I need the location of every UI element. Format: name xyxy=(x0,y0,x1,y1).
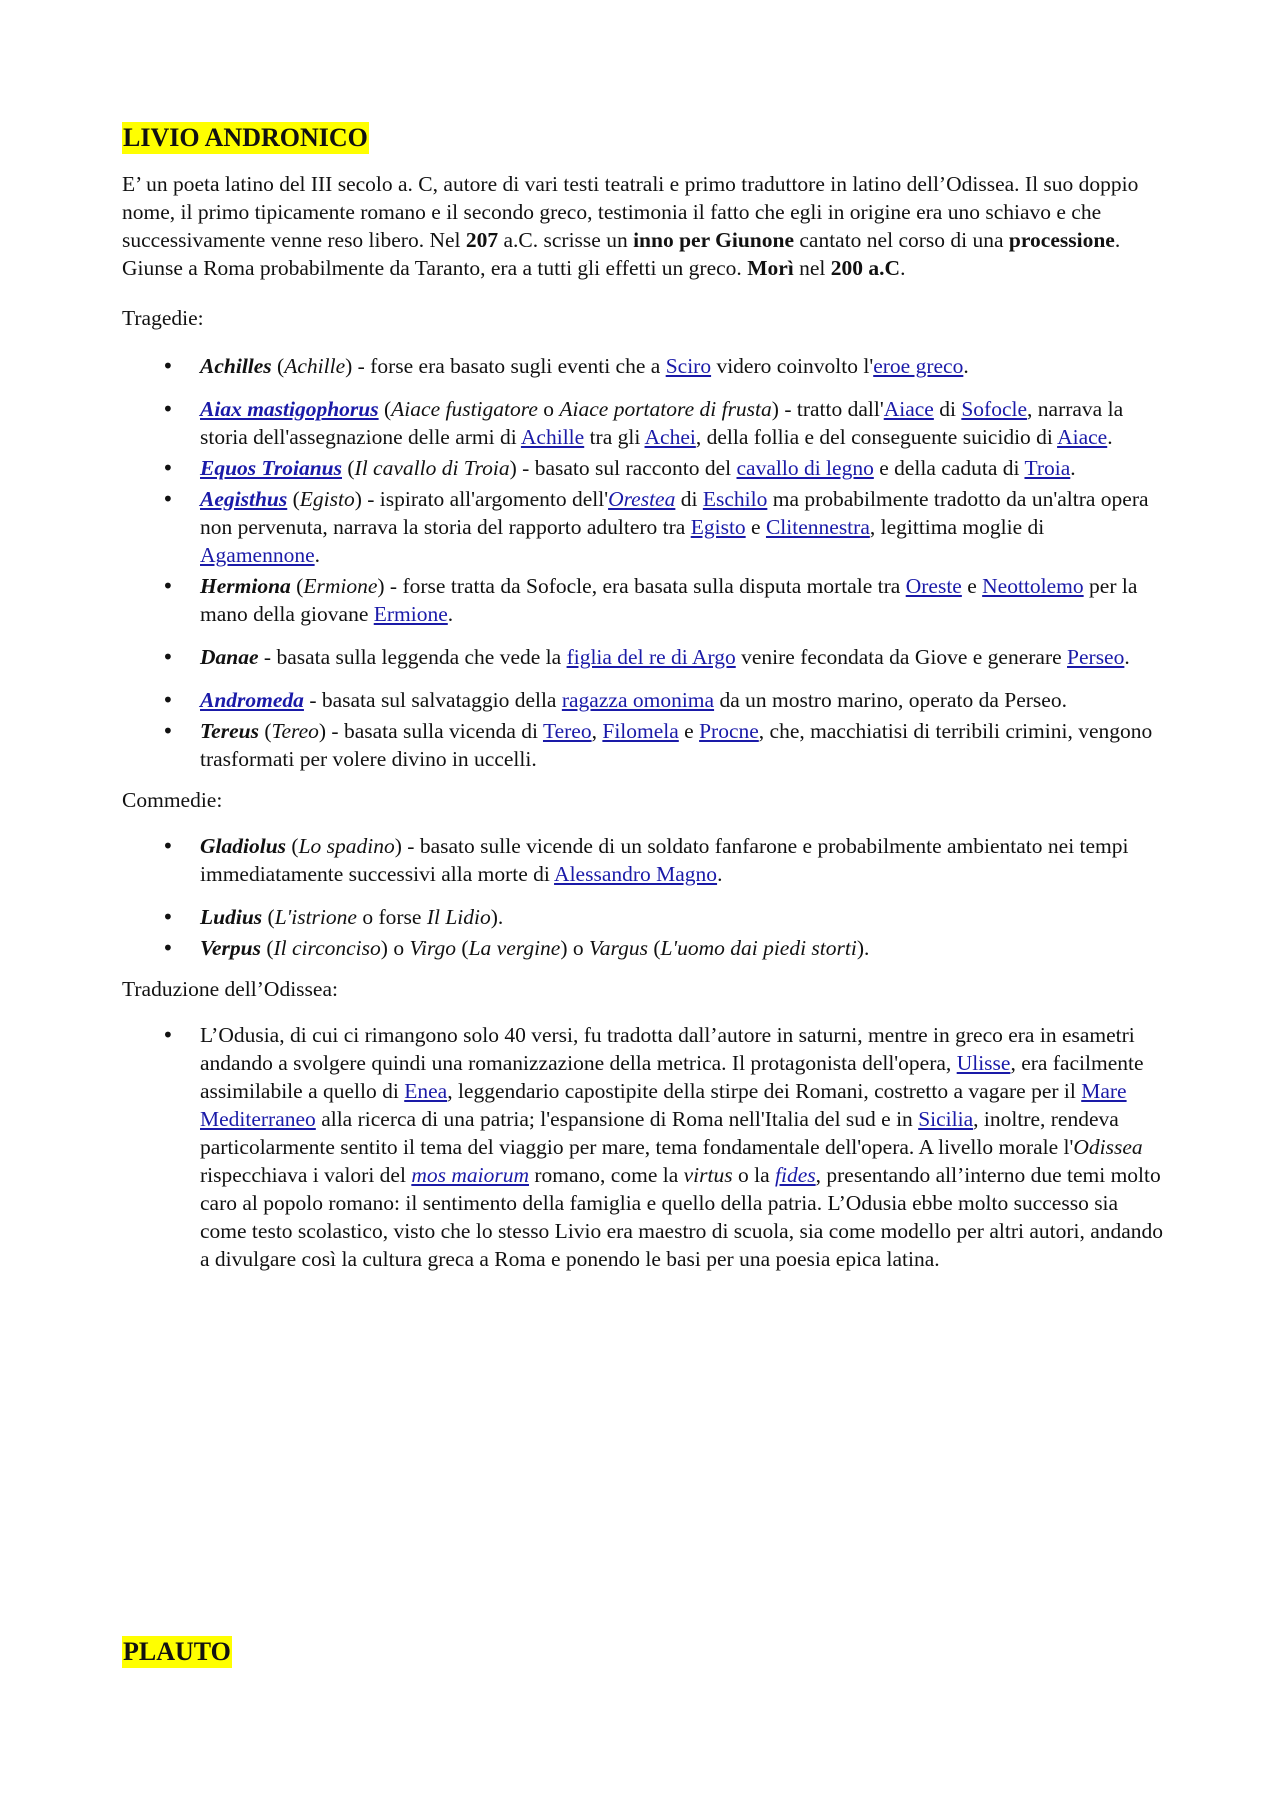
text: , della follia e del conseguente suicidio di xyxy=(695,425,1058,449)
text: ) - basata sulla vicenda di xyxy=(318,719,543,743)
text: alla ricerca di una patria; l'espansione di Roma nell'Italia del sud e in xyxy=(315,1107,919,1131)
link-troia[interactable]: Troia xyxy=(1024,456,1071,480)
text: . xyxy=(314,543,321,567)
list-item-tereus xyxy=(122,717,1167,773)
link-figlia-del-re-di-argo[interactable]: figlia del re di Argo xyxy=(566,645,736,669)
link-andromeda[interactable]: Andromeda xyxy=(200,688,304,712)
link-sciro[interactable]: Sciro xyxy=(665,354,712,378)
text: e della caduta di xyxy=(873,456,1025,480)
link-orestea[interactable]: Orestea xyxy=(608,487,676,511)
work-title: Ludius xyxy=(200,905,263,929)
link-achille[interactable]: Achille xyxy=(520,425,585,449)
work-translation: Aiace fustigatore xyxy=(391,397,538,421)
text: tra gli xyxy=(584,425,645,449)
list-item-odusia xyxy=(122,1021,1167,1273)
list-item-aiax xyxy=(122,395,1167,451)
text: ) - tratto dall' xyxy=(771,397,884,421)
text: ma probabilmente tradotto da un'altra opera non pervenuta, narrava la storia del rapporto adultero tra xyxy=(200,487,1149,539)
italic-odissea: Odissea xyxy=(1073,1135,1143,1159)
text: ) - ispirato all'argomento dell' xyxy=(354,487,609,511)
list-item-equos xyxy=(122,454,1167,482)
work-title: Gladiolus xyxy=(200,834,287,858)
text: , era facilmente assimilabile a quello di xyxy=(200,1051,1144,1103)
text: e xyxy=(961,574,983,598)
text: ( xyxy=(290,574,304,598)
text: , legittima moglie di xyxy=(869,515,1045,539)
list-item-achilles xyxy=(122,352,1167,380)
link-cavallo-di-legno[interactable]: cavallo di legno xyxy=(736,456,874,480)
text: ( xyxy=(258,719,272,743)
link-alessandro-magno[interactable]: Alessandro Magno xyxy=(554,862,718,886)
link-eschilo[interactable]: Eschilo xyxy=(702,487,768,511)
link-mos-maiorum[interactable]: mos maiorum xyxy=(411,1163,529,1187)
link-aegisthus[interactable]: Aegisthus xyxy=(200,487,288,511)
text: , che, macchiatisi di terribili crimini, vengono trasformati per volere divino in uccelli. xyxy=(200,719,1153,771)
text: da un mostro marino, operato da Perseo. xyxy=(714,688,1067,712)
text: ) - forse tratta da Sofocle, era basata sulla disputa mortale tra xyxy=(377,574,906,598)
commedie-label: Commedie: xyxy=(122,788,223,812)
text: , inoltre, rendeva particolarmente sentito il tema del viaggio per mare, tema fondamentale dell'opera. A livello morale l' xyxy=(200,1107,1119,1159)
link-clitennestra[interactable]: Clitennestra xyxy=(765,515,870,539)
work-title: Danae xyxy=(200,645,259,669)
intro-text: . xyxy=(900,256,906,280)
text: o xyxy=(537,397,560,421)
text: ( xyxy=(286,834,299,858)
text: ) - forse era basato sugli eventi che a xyxy=(345,354,666,378)
text: per la mano della giovane xyxy=(200,574,1138,626)
link-ulisse[interactable]: Ulisse xyxy=(956,1051,1011,1075)
text: , leggendario capostipite della stirpe dei Romani, costretto a vagare per il xyxy=(447,1079,1082,1103)
italic-virtus: virtus xyxy=(683,1163,733,1187)
intro-bold-year: 207 xyxy=(465,228,499,252)
work-title-alt: Vargus xyxy=(589,936,648,960)
text: ) o xyxy=(380,936,410,960)
link-achei[interactable]: Achei xyxy=(644,425,696,449)
intro-text: a.C. scrisse un xyxy=(498,228,634,252)
link-mare-mediterraneo[interactable]: Mare Mediterraneo xyxy=(200,1079,1127,1131)
work-translation: Aiace portatore di frusta xyxy=(559,397,772,421)
traduzione-list xyxy=(122,1021,1167,1273)
link-enea[interactable]: Enea xyxy=(404,1079,448,1103)
intro-text: E’ un poeta latino del III secolo a. C, autore di vari testi teatrali e primo traduttore in latino dell’Odissea. Il suo doppio nome, il primo tipicamente romano e il secondo greco, testimonia il fatto che egli in origine era uno schiavo e che successivamente venne reso libero. Nel xyxy=(122,172,1139,252)
work-translation: L'uomo dai piedi storti xyxy=(660,936,857,960)
link-filomela[interactable]: Filomela xyxy=(602,719,679,743)
text: ) - basato sul racconto del xyxy=(509,456,737,480)
intro-bold-processione: processione xyxy=(1008,228,1115,252)
work-title-alt: Virgo xyxy=(409,936,457,960)
text: ) - basato sulle vicende di un soldato fanfarone e probabilmente ambientato nei tempi immediatamente successivi alla morte di xyxy=(200,834,1129,886)
link-fides[interactable]: fides xyxy=(775,1163,816,1187)
text: romano, come la xyxy=(529,1163,684,1187)
text: di xyxy=(675,487,703,511)
text: ( xyxy=(262,905,275,929)
work-translation: Achille xyxy=(284,354,346,378)
link-egisto[interactable]: Egisto xyxy=(690,515,746,539)
link-perseo[interactable]: Perseo xyxy=(1067,645,1125,669)
text: L’Odusia, di cui ci rimangono solo 40 versi, fu tradotta dall’autore in saturni, mentre in greco era in esametri andando a svolgere quindi una romanizzazione della metrica. Il protagonista dell'opera, xyxy=(200,1023,1135,1075)
link-oreste[interactable]: Oreste xyxy=(905,574,962,598)
intro-bold-death-year: 200 a.C xyxy=(830,256,901,280)
work-translation: Il Lidio xyxy=(426,905,491,929)
link-aiace-2[interactable]: Aiace xyxy=(1057,425,1108,449)
link-ragazza-omonima[interactable]: ragazza omonima xyxy=(561,688,715,712)
text: - basata sul salvataggio della xyxy=(303,688,562,712)
work-translation: Il cavallo di Troia xyxy=(354,456,510,480)
text: ( xyxy=(271,354,285,378)
text: ). xyxy=(490,905,504,929)
document-page xyxy=(122,122,1167,1666)
text: ( xyxy=(342,456,355,480)
work-translation: La vergine xyxy=(468,936,561,960)
link-aiax-mastigophorus[interactable]: Aiax mastigophorus xyxy=(200,397,379,421)
intro-bold-inno: inno per Giunone xyxy=(633,228,794,252)
text: venire fecondata da Giove e generare xyxy=(735,645,1068,669)
text: o forse xyxy=(356,905,427,929)
list-item-ludius xyxy=(122,903,1167,931)
link-ermione[interactable]: Ermione xyxy=(373,602,448,626)
text: . xyxy=(963,354,969,378)
text: . xyxy=(1070,456,1076,480)
text: , presentando all’interno due temi molto caro al popolo romano: il sentimento della famiglia e quello della patria. L’Odusia ebbe molto successo sia come testo scolastico, visto che lo stesso Livio era maestro di scuola, sia come modello per altri autori, andando a divulgare così la cultura greca a Roma e ponendo le basi per una poesia epica latina. xyxy=(200,1163,1164,1271)
intro-text: . Giunse a Roma probabilmente da Taranto, era a tutti gli effetti un greco. xyxy=(122,228,1121,280)
intro-text: nel xyxy=(793,256,831,280)
link-aiace[interactable]: Aiace xyxy=(883,397,934,421)
work-translation: Ermione xyxy=(303,574,378,598)
text: ) o xyxy=(560,936,590,960)
list-item-verpus xyxy=(122,934,1167,962)
text: ). xyxy=(856,936,870,960)
text: e xyxy=(745,515,766,539)
link-sicilia[interactable]: Sicilia xyxy=(918,1107,974,1131)
text: . xyxy=(1107,425,1113,449)
list-item-andromeda xyxy=(122,686,1167,714)
work-translation: Il circonciso xyxy=(273,936,381,960)
section-title-livio-andronico: LIVIO ANDRONICO xyxy=(123,123,368,152)
text: . xyxy=(447,602,454,626)
work-title: Verpus xyxy=(200,936,261,960)
work-translation: Lo spadino xyxy=(298,834,395,858)
link-procne[interactable]: Procne xyxy=(699,719,759,743)
list-item-gladiolus xyxy=(122,832,1167,888)
work-title: Achilles xyxy=(200,354,272,378)
intro-paragraph xyxy=(122,170,1167,282)
traduzione-label: Traduzione dell’Odissea: xyxy=(122,977,338,1001)
text: . xyxy=(717,862,723,886)
text: , narrava la storia dell'assegnazione delle armi di xyxy=(200,397,1124,449)
text: ( xyxy=(647,936,661,960)
work-title: Tereus xyxy=(200,719,259,743)
work-translation: L'istrione xyxy=(274,905,357,929)
text: , xyxy=(591,719,603,743)
text: o la xyxy=(732,1163,776,1187)
text: - basata sulla leggenda che vede la xyxy=(258,645,567,669)
text: ( xyxy=(456,936,469,960)
intro-text: cantato nel corso di una xyxy=(793,228,1009,252)
text: videro coinvolto l' xyxy=(711,354,874,378)
list-item-hermiona xyxy=(122,572,1167,628)
link-equos-troianus[interactable]: Equos Troianus xyxy=(200,456,342,480)
text: e xyxy=(678,719,700,743)
tragedie-list xyxy=(122,352,1167,773)
section-title-plauto: PLAUTO xyxy=(123,1637,231,1666)
link-agamennone[interactable]: Agamennone xyxy=(200,543,315,567)
commedie-list xyxy=(122,832,1167,962)
list-item-danae xyxy=(122,643,1167,671)
text: . xyxy=(1124,645,1130,669)
work-translation: Egisto xyxy=(299,487,355,511)
link-eroe-greco[interactable]: eroe greco xyxy=(873,354,964,378)
intro-bold-mori: Morì xyxy=(747,256,794,280)
work-translation: Tereo xyxy=(271,719,319,743)
list-item-aegisthus xyxy=(122,485,1167,569)
link-tereo[interactable]: Tereo xyxy=(542,719,592,743)
text: ( xyxy=(378,397,392,421)
text: rispecchiava i valori del xyxy=(200,1163,412,1187)
text: ( xyxy=(260,936,274,960)
tragedie-label: Tragedie: xyxy=(122,306,204,330)
text: ( xyxy=(287,487,300,511)
link-sofocle[interactable]: Sofocle xyxy=(961,397,1028,421)
text: di xyxy=(933,397,962,421)
link-neottolemo[interactable]: Neottolemo xyxy=(982,574,1084,598)
work-title: Hermiona xyxy=(200,574,291,598)
